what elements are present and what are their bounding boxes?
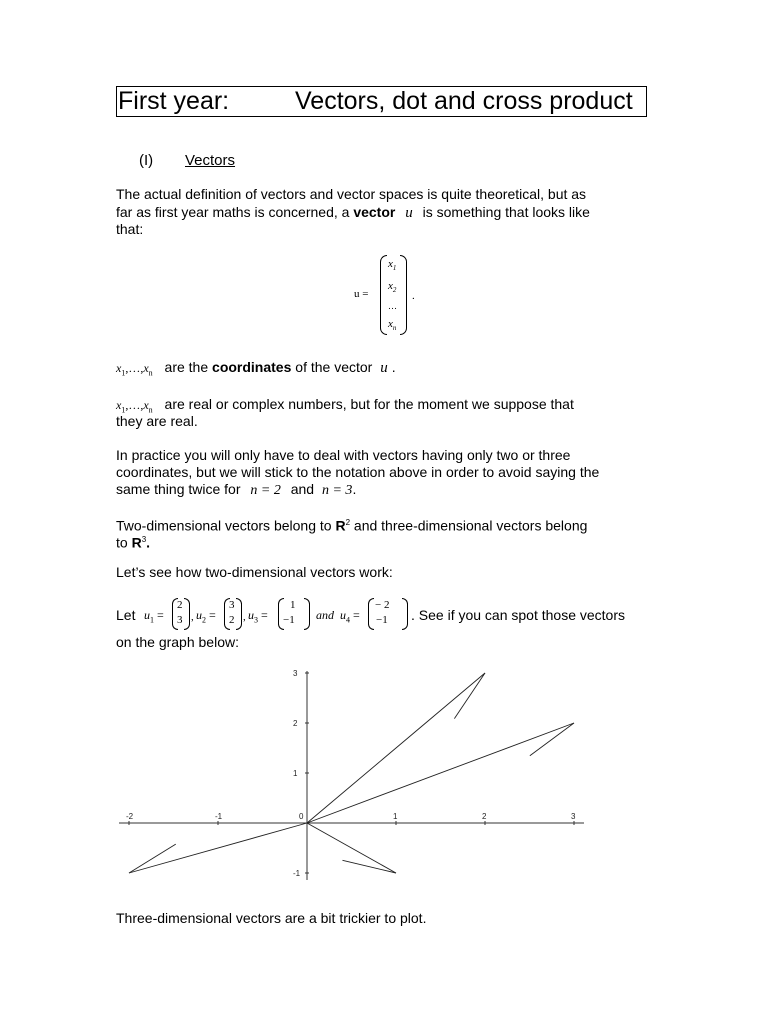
coords-math-2: $x_1,\dots,x_n$: [116, 398, 153, 415]
x-tick-label: 1: [393, 812, 398, 821]
coords-math: $x_1,\dots,x_n$: [116, 361, 153, 378]
matrix-end: .: [412, 290, 415, 302]
intro-line2: far as first year maths is concerned, a vector u is something that looks like: [116, 204, 590, 221]
practice-line3: same thing twice for n = 2 and n = 3.: [116, 481, 357, 498]
section-name: Vectors: [185, 152, 236, 169]
title-main: Vectors, dot and cross product: [295, 87, 633, 115]
arrowhead-u2: [530, 723, 574, 756]
real-line1: $x_1,\dots,x_n$ are real or complex numbers, but for the moment we suppose that: [116, 396, 574, 415]
vector-u2: [307, 723, 574, 823]
x-tick-label: 2: [482, 812, 487, 821]
vector-u4: [129, 823, 307, 873]
title-prefix: First year:: [118, 87, 230, 115]
arrowhead-u4: [129, 844, 176, 873]
x-tick-label: 0: [299, 812, 304, 821]
y-tick-label: -1: [293, 869, 301, 878]
real-line2: they are real.: [116, 413, 198, 429]
vector-plot: [110, 660, 590, 880]
intro-line1: The actual definition of vectors and vector spaces is quite theoretical, but as: [116, 186, 587, 202]
x-tick-label: 3: [571, 812, 576, 821]
column-vector-definition: [338, 253, 428, 337]
coordinates-line: $x_1,\dots,x_n$ are the coordinates of the vector u .: [116, 359, 396, 378]
closing-line: Three-dimensional vectors are a bit trickier to plot.: [116, 910, 427, 926]
entry-2: $x_2$: [388, 280, 397, 295]
entry-n: $x_n$: [388, 318, 397, 333]
y-tick-label: 3: [293, 669, 298, 678]
title-box: [116, 86, 647, 117]
dims-line2: to $R^3$.: [116, 534, 151, 551]
dims-line1: Two-dimensional vectors belong to $R^2$ and three-dimensional vectors belong: [116, 517, 588, 534]
vector-u3: [307, 823, 396, 873]
matrix-lhs: u =: [354, 288, 369, 300]
arrowhead-u1: [454, 673, 485, 719]
entry-1: $x_1$: [388, 258, 397, 273]
lets-see-line: Let’s see how two-dimensional vectors work:: [116, 564, 393, 580]
left-paren: [380, 255, 387, 335]
vector-u1: [307, 673, 485, 823]
section-number: (I): [139, 152, 154, 169]
arrowhead-u3: [342, 860, 396, 873]
y-tick-label: 2: [293, 719, 298, 728]
practice-line2: coordinates, but we will stick to the notation above in order to avoid saying the: [116, 464, 600, 480]
intro-line3: that:: [116, 221, 144, 237]
x-tick-label: -1: [215, 812, 223, 821]
practice-line1: In practice you will only have to deal with vectors having only two or three: [116, 447, 571, 463]
let-vectors-line: Let $u_1$ = 2 3 , $u_2$ = 3 2 , $u_3$ = 1 −1 and $u_4$ = − 2 −1 . See if you can spot those vectors: [116, 596, 656, 632]
right-paren: [400, 255, 407, 335]
var-u: u: [405, 205, 413, 221]
y-tick-label: 1: [293, 769, 298, 778]
entry-dots: …: [388, 301, 397, 311]
let-line2: on the graph below:: [116, 634, 239, 650]
x-tick-label: -2: [126, 812, 134, 821]
